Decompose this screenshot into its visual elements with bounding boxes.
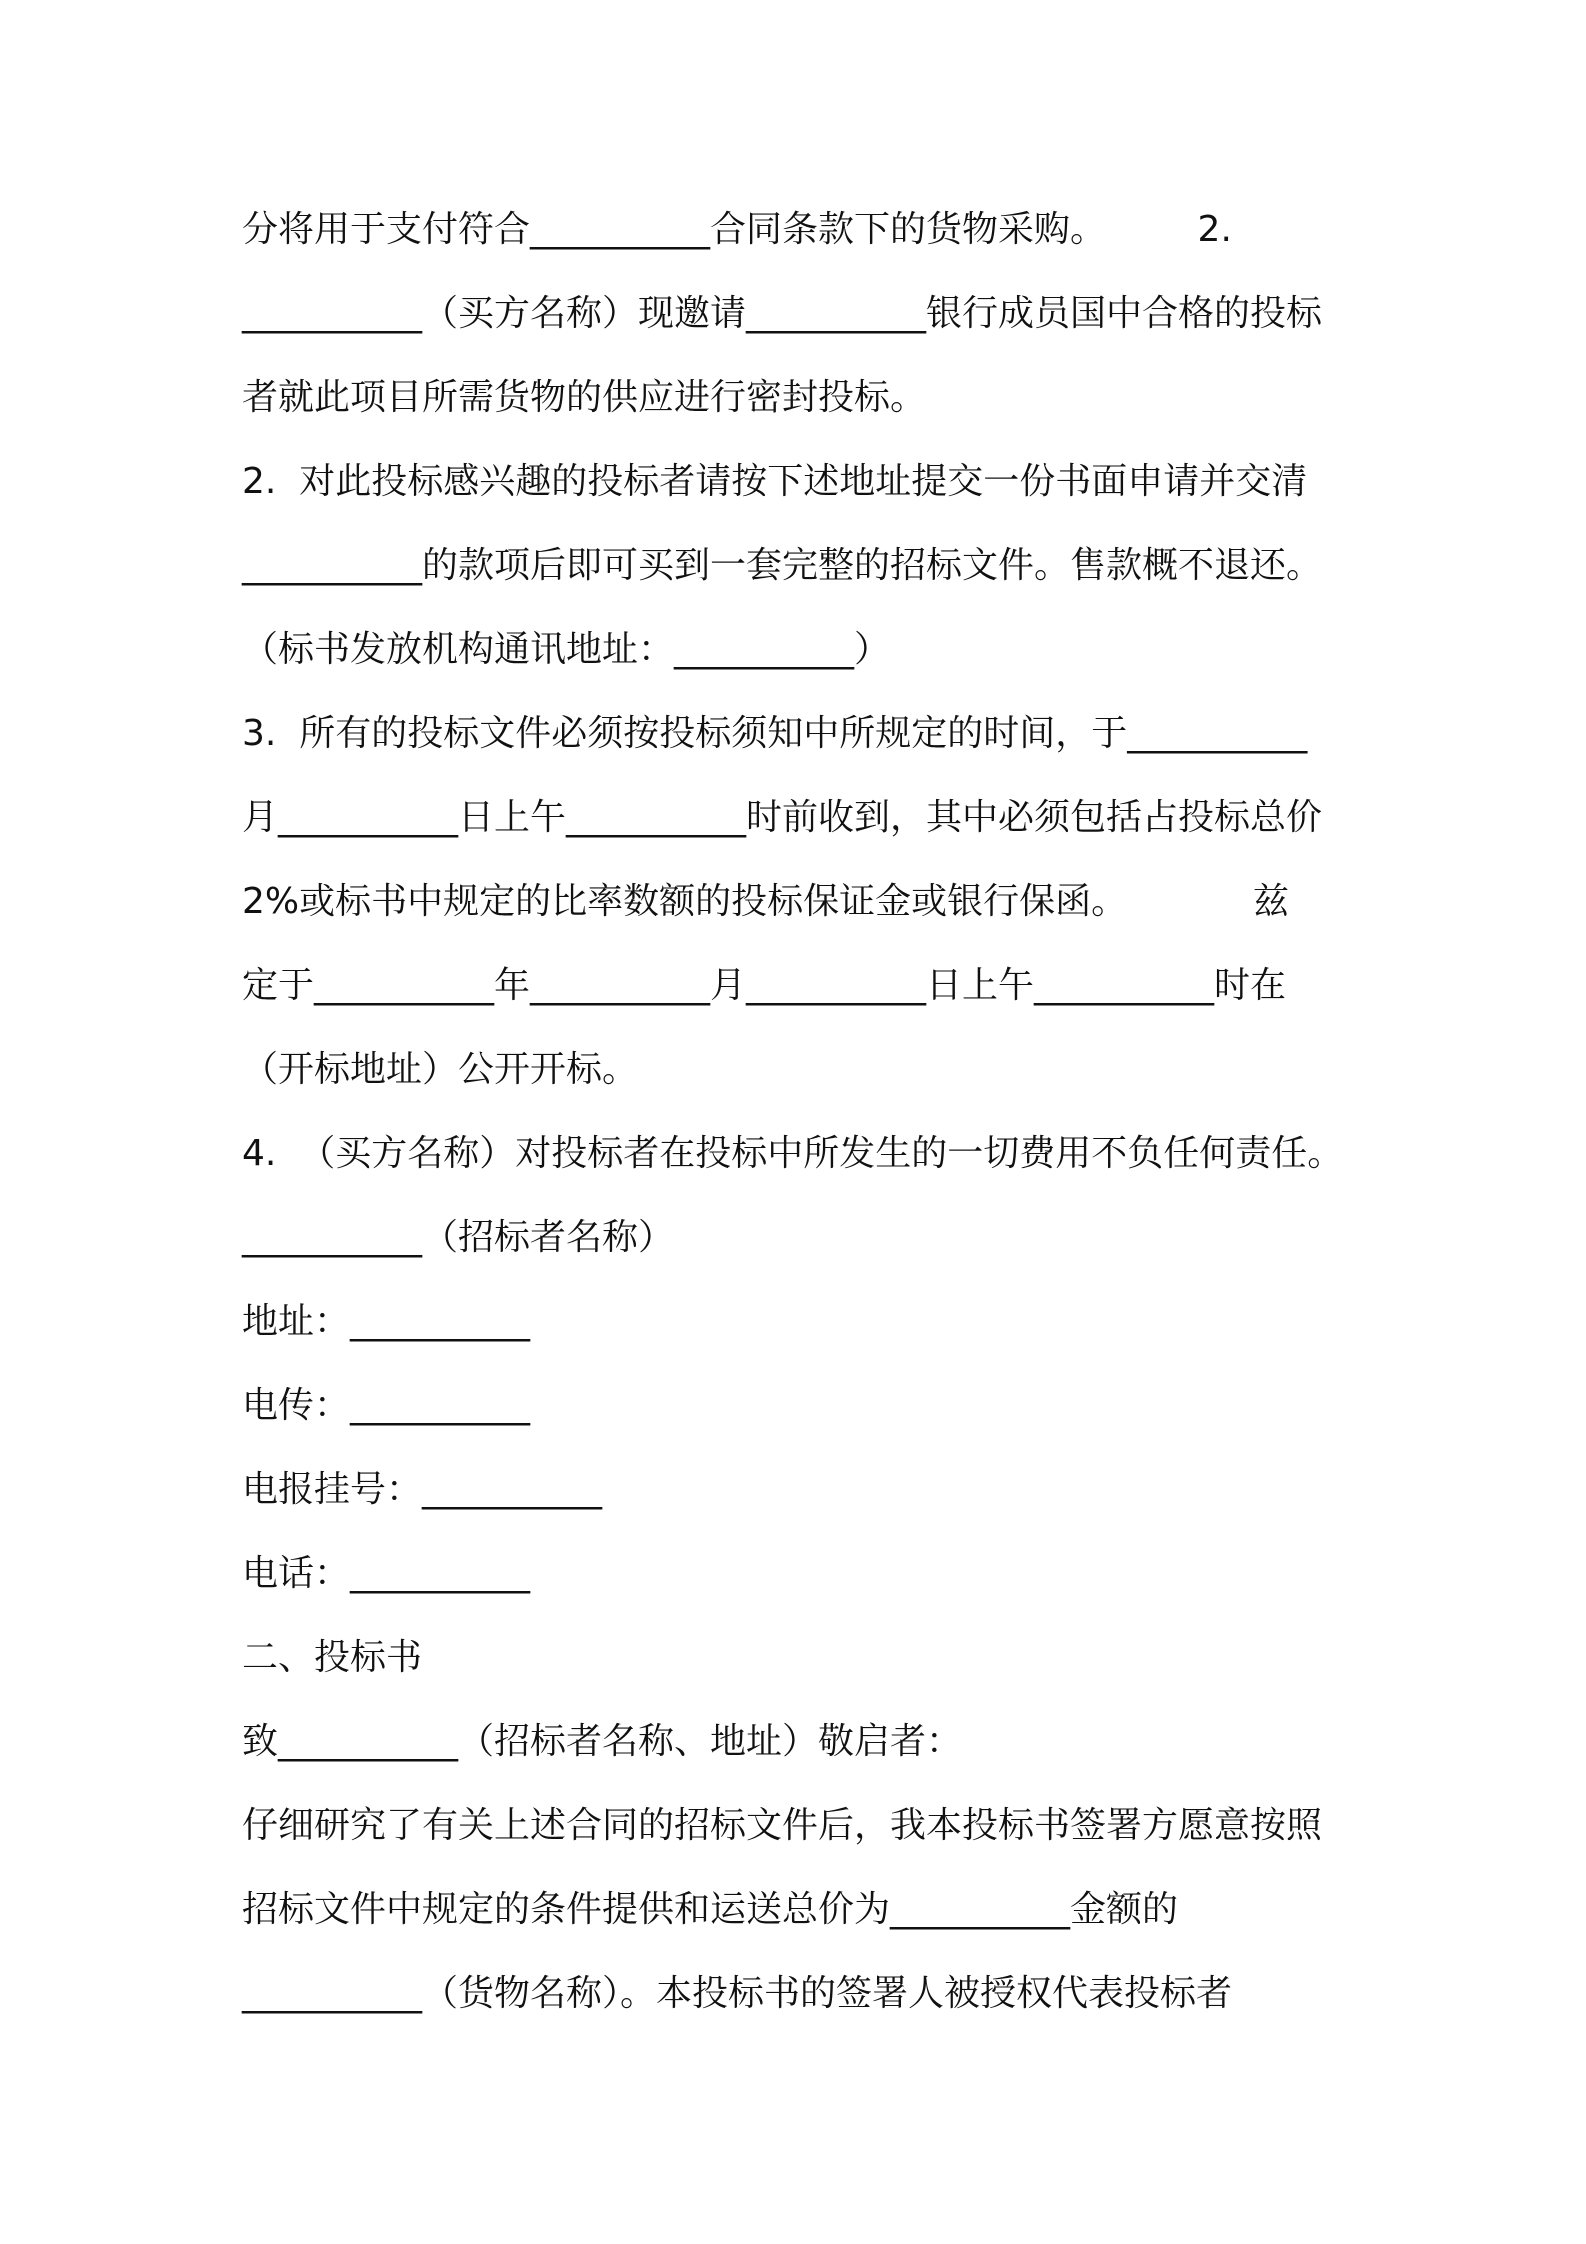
- text-line-12: 4. （买方名称）对投标者在投标中所发生的一切费用不负任何责任。: [242, 1133, 1344, 1174]
- text-line-1: 分将用于支付符合__________合同条款下的货物采购。 2.: [242, 209, 1232, 250]
- text-line-4: 2. 对此投标感兴趣的投标者请按下述地址提交一份书面申请并交清: [242, 461, 1308, 502]
- text-line-20: 仔细研究了有关上述合同的招标文件后，我本投标书签署方愿意按照: [242, 1805, 1323, 1846]
- text-line-5: __________的款项后即可买到一套完整的招标文件。售款概不退还。: [242, 545, 1323, 586]
- text-line-7: 3. 所有的投标文件必须按投标须知中所规定的时间，于__________: [242, 713, 1308, 754]
- text-line-17: 电话：__________: [242, 1553, 531, 1594]
- text-line-22: __________（货物名称）。本投标书的签署人被授权代表投标者: [242, 1973, 1233, 2014]
- text-line-15: 电传：__________: [242, 1385, 531, 1426]
- text-line-11: （开标地址）公开开标。: [242, 1049, 639, 1090]
- text-line-3: 者就此项目所需货物的供应进行密封投标。: [242, 377, 927, 418]
- text-line-2: __________（买方名称）现邀请__________银行成员国中合格的投标: [242, 293, 1323, 334]
- text-line-9: 2%或标书中规定的比率数额的投标保证金或银行保函。 兹: [242, 881, 1289, 922]
- text-line-6: （标书发放机构通讯地址：__________）: [242, 629, 891, 670]
- text-line-16: 电报挂号：__________: [242, 1469, 603, 1510]
- text-line-10: 定于__________年__________月__________日上午__________时在: [242, 965, 1287, 1006]
- text-line-18: 二、投标书: [242, 1637, 423, 1678]
- text-line-13: __________（招标者名称）: [242, 1217, 675, 1258]
- text-line-21: 招标文件中规定的条件提供和运送总价为__________金额的: [242, 1889, 1179, 1930]
- text-line-8: 月__________日上午__________时前收到，其中必须包括占投标总价: [242, 797, 1323, 838]
- text-line-19: 致__________（招标者名称、地址）敬启者：: [242, 1721, 963, 1762]
- text-line-14: 地址：__________: [242, 1301, 531, 1342]
